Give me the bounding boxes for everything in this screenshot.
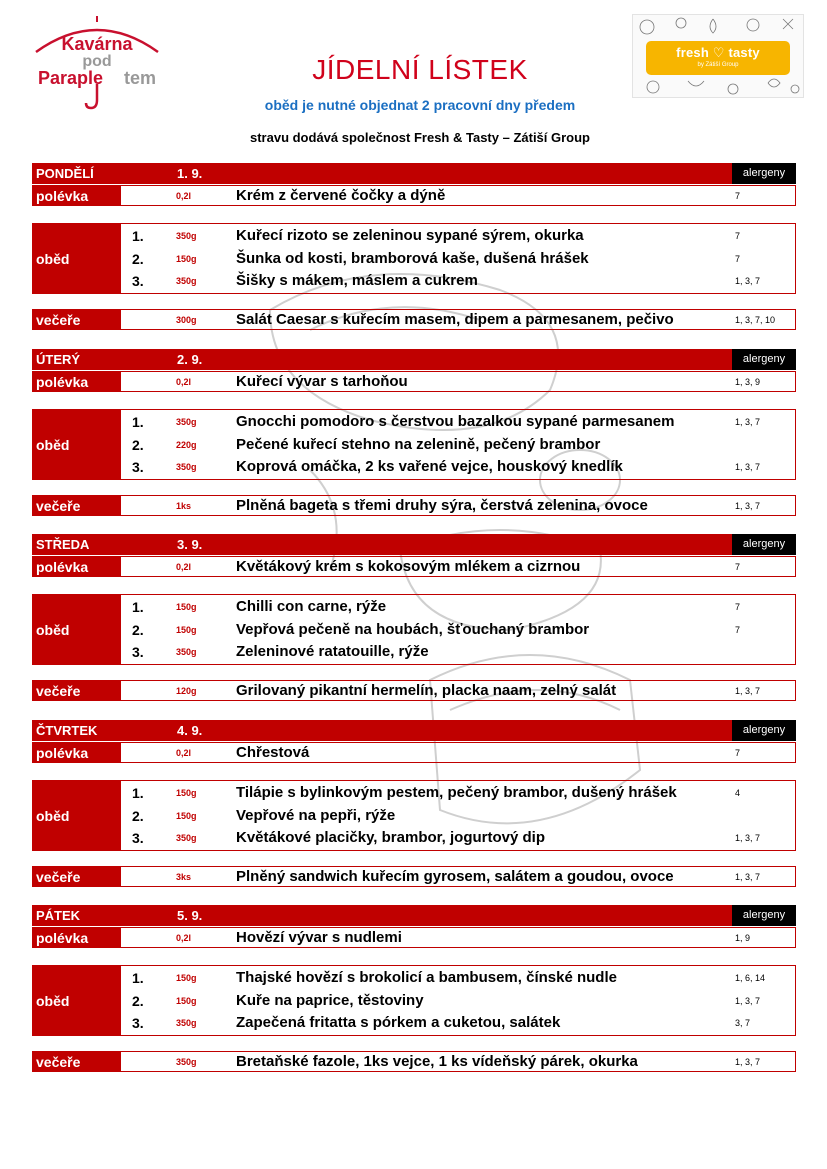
portion: 150g bbox=[176, 253, 197, 264]
lunch-item bbox=[32, 1012, 795, 1034]
dinner-label: večeře bbox=[32, 866, 121, 887]
item-number: 1. bbox=[132, 785, 144, 801]
allergens: 1, 3, 7 bbox=[735, 995, 761, 1006]
allergens: 7 bbox=[735, 253, 741, 264]
lunch-item bbox=[32, 782, 795, 804]
day-name: STŘEDA bbox=[36, 537, 90, 552]
day-date: 5. 9. bbox=[177, 908, 203, 923]
lunch-item bbox=[32, 225, 795, 247]
lunch-item bbox=[32, 596, 795, 618]
allergens: 4 bbox=[735, 788, 741, 798]
soup-label: polévka bbox=[32, 371, 121, 392]
portion: 0,2l bbox=[176, 748, 192, 758]
dinner-row bbox=[32, 680, 796, 701]
portion: 1ks bbox=[176, 501, 192, 511]
partner-name-left: fresh bbox=[676, 45, 709, 60]
dish-name: Koprová omáčka, 2 ks vařené vejce, houskový knedlík bbox=[236, 458, 623, 475]
portion: 150g bbox=[176, 995, 197, 1006]
lunch-item bbox=[32, 411, 795, 433]
dinner-row bbox=[32, 309, 796, 330]
day-header bbox=[32, 534, 796, 555]
dish-name: Pečené kuřecí stehno na zelenině, pečený brambor bbox=[236, 435, 601, 453]
partner-logo bbox=[632, 14, 804, 98]
dish-name: Květákový krém s kokosovým mlékem a cizrnou bbox=[236, 558, 581, 575]
dish-name: Kuřecí rizoto se zeleninou sypané sýrem, okurka bbox=[236, 227, 584, 244]
day-name: PÁTEK bbox=[36, 908, 81, 923]
lunch-item bbox=[32, 434, 795, 456]
dish-name: Šunka od kosti, bramborová kaše, dušená hrášek bbox=[236, 249, 589, 267]
dish-name: Tilápie s bylinkovým pestem, pečený brambor, dušený hrášek bbox=[236, 784, 677, 801]
dinner-label: večeře bbox=[32, 309, 121, 330]
soup-label: polévka bbox=[32, 927, 121, 948]
day-date: 4. 9. bbox=[177, 723, 203, 738]
day-header bbox=[32, 349, 796, 370]
day-name: ČTVRTEK bbox=[36, 723, 98, 738]
allergens: 7 bbox=[735, 231, 741, 241]
dinner-label: večeře bbox=[32, 680, 121, 701]
dish-name: Květákové placičky, brambor, jogurtový dip bbox=[236, 829, 545, 846]
portion: 0,2l bbox=[176, 562, 192, 572]
logo-line2: pod bbox=[82, 53, 112, 70]
allergens: 1, 3, 7 bbox=[735, 833, 761, 843]
portion: 300g bbox=[176, 315, 197, 325]
dish-name: Grilovaný pikantní hermelín, placka naam, zelný salát bbox=[236, 682, 617, 699]
portion: 220g bbox=[176, 439, 197, 450]
day-date: 1. 9. bbox=[177, 166, 203, 181]
portion: 350g bbox=[176, 276, 197, 286]
portion: 350g bbox=[176, 417, 197, 427]
portion: 350g bbox=[176, 647, 197, 657]
portion: 0,2l bbox=[176, 933, 192, 943]
allergens: 1, 3, 7 bbox=[735, 417, 761, 427]
lunch-row bbox=[32, 965, 796, 1036]
dish-name: Krém z červené čočky a dýně bbox=[236, 187, 446, 204]
allergens-header: alergeny bbox=[732, 534, 796, 555]
allergens: 1, 3, 7 bbox=[735, 686, 761, 696]
partner-group: by Zátiší Group bbox=[697, 62, 739, 68]
allergens: 1, 9 bbox=[735, 933, 751, 943]
item-number: 3. bbox=[132, 273, 144, 289]
dish-name: Vepřová pečeně na houbách, šťouchaný brambor bbox=[236, 620, 590, 638]
allergens: 1, 3, 7 bbox=[735, 872, 761, 882]
soup-label: polévka bbox=[32, 185, 121, 206]
allergens: 7 bbox=[735, 624, 741, 635]
allergens: 1, 3, 9 bbox=[735, 377, 761, 387]
lunch-item bbox=[32, 248, 795, 270]
dish-name: Šišky s mákem, máslem a cukrem bbox=[236, 272, 478, 289]
umbrella-logo-icon bbox=[32, 14, 162, 112]
allergens-header: alergeny bbox=[732, 163, 796, 184]
heart-icon: ♡ bbox=[712, 45, 725, 60]
allergens: 1, 3, 7 bbox=[735, 276, 761, 286]
allergens: 7 bbox=[735, 191, 741, 201]
allergens: 1, 6, 14 bbox=[735, 973, 766, 983]
day-header bbox=[32, 720, 796, 741]
allergens: 7 bbox=[735, 602, 741, 612]
dish-name: Vepřové na pepři, rýže bbox=[236, 806, 396, 824]
portion: 350g bbox=[176, 1057, 197, 1067]
lunch-label: oběd bbox=[32, 780, 121, 851]
dinner-label: večeře bbox=[32, 1051, 121, 1072]
portion: 350g bbox=[176, 1018, 197, 1028]
portion: 120g bbox=[176, 686, 197, 696]
item-number: 2. bbox=[132, 621, 144, 638]
item-number: 2. bbox=[132, 436, 144, 453]
dish-name: Chřestová bbox=[236, 744, 310, 761]
day-3 bbox=[32, 720, 796, 887]
day-4 bbox=[32, 905, 796, 1072]
item-number: 1. bbox=[132, 228, 144, 244]
partner-badge bbox=[646, 41, 790, 75]
order-notice: oběd je nutné objednat 2 pracovní dny předem bbox=[264, 97, 576, 113]
portion: 3ks bbox=[176, 872, 192, 882]
logo-line1: Kavárna bbox=[61, 34, 133, 54]
portion: 350g bbox=[176, 231, 197, 241]
portion: 0,2l bbox=[176, 191, 192, 201]
allergens: 1, 3, 7 bbox=[735, 1057, 761, 1067]
day-date: 2. 9. bbox=[177, 352, 203, 367]
lunch-item bbox=[32, 270, 795, 292]
dinner-row bbox=[32, 495, 796, 516]
item-number: 2. bbox=[132, 807, 144, 824]
supplier-note: stravu dodává společnost Fresh & Tasty – Zátiší Group bbox=[249, 130, 590, 145]
lunch-item bbox=[32, 990, 795, 1012]
dish-name: Kuře na paprice, těstoviny bbox=[236, 991, 424, 1009]
allergens: 1, 3, 7 bbox=[735, 501, 761, 511]
dish-name: Zeleninové ratatouille, rýže bbox=[236, 643, 429, 660]
allergens: 1, 3, 7 bbox=[735, 462, 761, 472]
item-number: 2. bbox=[132, 250, 144, 267]
portion: 150g bbox=[176, 973, 197, 983]
lunch-row bbox=[32, 594, 796, 665]
day-header bbox=[32, 163, 796, 184]
day-1 bbox=[32, 349, 796, 516]
portion: 150g bbox=[176, 788, 197, 798]
soup-label: polévka bbox=[32, 556, 121, 577]
item-number: 2. bbox=[132, 992, 144, 1009]
day-name: ÚTERÝ bbox=[36, 352, 81, 367]
soup-row bbox=[32, 185, 796, 206]
allergens: 1, 3, 7, 10 bbox=[735, 315, 776, 325]
item-number: 1. bbox=[132, 970, 144, 986]
dinner-label: večeře bbox=[32, 495, 121, 516]
logo-line3-suffix: tem bbox=[124, 68, 157, 88]
lunch-row bbox=[32, 409, 796, 480]
dish-name: Hovězí vývar s nudlemi bbox=[236, 929, 402, 946]
item-number: 1. bbox=[132, 414, 144, 430]
lunch-row bbox=[32, 223, 796, 294]
item-number: 3. bbox=[132, 1015, 144, 1031]
allergens-header: alergeny bbox=[732, 905, 796, 926]
lunch-label: oběd bbox=[32, 965, 121, 1036]
day-0 bbox=[32, 163, 796, 330]
dish-name: Kuřecí vývar s tarhoňou bbox=[236, 373, 408, 390]
allergens: 7 bbox=[735, 748, 741, 758]
partner-name-right: tasty bbox=[728, 45, 760, 60]
lunch-item bbox=[32, 619, 795, 641]
dinner-row bbox=[32, 1051, 796, 1072]
lunch-label: oběd bbox=[32, 594, 121, 665]
allergens-header: alergeny bbox=[732, 349, 796, 370]
day-name: PONDĚLÍ bbox=[36, 166, 94, 181]
lunch-item bbox=[32, 967, 795, 989]
cafe-logo bbox=[32, 14, 162, 112]
item-number: 3. bbox=[132, 830, 144, 846]
page-title: JÍDELNÍ LÍSTEK bbox=[312, 54, 528, 85]
soup-row bbox=[32, 742, 796, 763]
lunch-item bbox=[32, 805, 795, 827]
dish-name: Salát Caesar s kuřecím masem, dipem a parmesanem, pečivo bbox=[236, 311, 674, 328]
soup-label: polévka bbox=[32, 742, 121, 763]
allergens: 3, 7 bbox=[735, 1018, 751, 1028]
dish-name: Zapečená fritatta s pórkem a cuketou, salátek bbox=[236, 1014, 561, 1031]
day-date: 3. 9. bbox=[177, 537, 203, 552]
dish-name: Plněný sandwich kuřecím gyrosem, salátem a goudou, ovoce bbox=[236, 868, 674, 885]
portion: 150g bbox=[176, 602, 197, 612]
lunch-item bbox=[32, 641, 795, 663]
lunch-item bbox=[32, 456, 795, 478]
lunch-row bbox=[32, 780, 796, 851]
logo-line3: Paraple bbox=[38, 68, 104, 88]
dish-name: Plněná bageta s třemi druhy sýra, čerstvá zelenina, ovoce bbox=[236, 497, 648, 514]
day-header bbox=[32, 905, 796, 926]
dish-name: Bretaňské fazole, 1ks vejce, 1 ks vídeňský párek, okurka bbox=[236, 1053, 638, 1070]
dish-name: Thajské hovězí s brokolicí a bambusem, čínské nudle bbox=[236, 969, 617, 986]
item-number: 3. bbox=[132, 459, 144, 475]
portion: 350g bbox=[176, 462, 197, 472]
dish-name: Gnocchi pomodoro s čerstvou bazalkou sypané parmesanem bbox=[236, 413, 675, 430]
soup-row bbox=[32, 556, 796, 577]
portion: 150g bbox=[176, 624, 197, 635]
allergens: 7 bbox=[735, 562, 741, 572]
allergens-header: alergeny bbox=[732, 720, 796, 741]
lunch-label: oběd bbox=[32, 409, 121, 480]
day-2 bbox=[32, 534, 796, 701]
portion: 150g bbox=[176, 810, 197, 821]
portion: 350g bbox=[176, 833, 197, 843]
lunch-label: oběd bbox=[32, 223, 121, 294]
portion: 0,2l bbox=[176, 377, 192, 387]
item-number: 3. bbox=[132, 644, 144, 660]
soup-row bbox=[32, 371, 796, 392]
dinner-row bbox=[32, 866, 796, 887]
item-number: 1. bbox=[132, 599, 144, 615]
soup-row bbox=[32, 927, 796, 948]
dish-name: Chilli con carne, rýže bbox=[236, 598, 387, 615]
lunch-item bbox=[32, 827, 795, 849]
